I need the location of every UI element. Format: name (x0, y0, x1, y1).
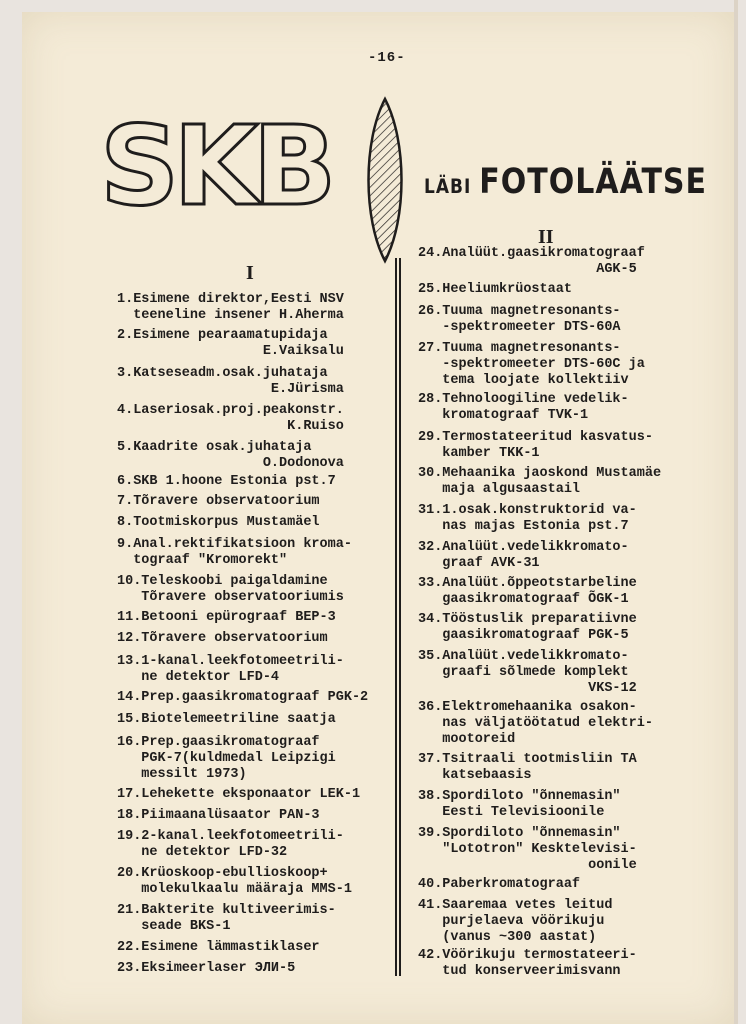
list-item: 16.Prep.gaasikromatograaf PGK-7(kuldmedal Leipzigi messilt 1973) (117, 735, 336, 782)
list-item: 13.1-kanal.leekfotomeetrili- ne detektor LFD-4 (117, 654, 344, 685)
list-item: 19.2-kanal.leekfotomeetrili- ne detektor LFD-32 (117, 829, 344, 860)
list-item: 40.Paberkromatograaf (418, 877, 581, 892)
list-item: 8.Tootmiskorpus Mustamäel (117, 515, 320, 530)
list-item: 25.Heeliumkrüostaat (418, 282, 572, 297)
list-item: 39.Spordiloto "õnnemasin" "Lototron" Kesktelevisi- oonile (418, 826, 637, 873)
list-item: 6.SKB 1.hoone Estonia pst.7 (117, 474, 336, 489)
list-item: 21.Bakterite kultiveerimis- seade BKS-1 (117, 903, 336, 934)
list-item: 37.Tsitraali tootmisliin TA katsebaasis (418, 752, 637, 783)
page-number: -16- (368, 50, 406, 66)
subtitle-main: FOTOLÄÄTSE (479, 162, 708, 203)
list-item: 26.Tuuma magnetresonants- -spektromeeter DTS-60A (418, 304, 621, 335)
list-item: 32.Analüüt.vedelikkromato- graaf AVK-31 (418, 540, 629, 571)
list-item: 41.Saaremaa vetes leitud purjelaeva vöörikuju (vanus ~300 aastat) (418, 898, 613, 945)
list-item: 38.Spordiloto "õnnemasin" Eesti Televisioonile (418, 789, 621, 820)
list-item: 22.Esimene lämmastiklaser (117, 940, 320, 955)
subtitle-prefix: LÄBI (424, 175, 472, 199)
list-item: 36.Elektromehaanika osakon- nas väljatöötatud elektri- mootoreid (418, 700, 653, 747)
list-item: 29.Termostateeritud kasvatus- kamber TKK-1 (418, 430, 653, 461)
left-column-heading: I (246, 262, 254, 284)
right-column-heading: II (538, 226, 554, 248)
list-item: 11.Betooni epürograaf BEP-3 (117, 610, 336, 625)
list-item: 5.Kaadrite osak.juhataja O.Dodonova (117, 440, 344, 471)
list-item: 34.Tööstuslik preparatiivne gaasikromatograaf PGK-5 (418, 612, 637, 643)
page-edge (734, 0, 738, 1024)
list-item: 27.Tuuma magnetresonants- -spektromeeter DTS-60C ja tema loojate kollektiiv (418, 341, 645, 388)
list-item: 15.Biotelemeetriline saatja (117, 712, 336, 727)
title-block (100, 96, 708, 266)
list-item: 3.Katseseadm.osak.juhataja E.Jürisma (117, 366, 344, 397)
list-item: 14.Prep.gaasikromatograaf PGK-2 (117, 690, 369, 705)
list-item: 35.Analüüt.vedelikkromato- graafi sõlmede komplekt VKS-12 (418, 649, 637, 696)
list-item: 31.1.osak.konstruktorid va- nas majas Estonia pst.7 (418, 503, 637, 534)
skb-logo: SKB (100, 102, 331, 230)
list-item: 23.Eksimeerlaser ЭЛИ-5 (117, 961, 296, 976)
list-item: 9.Anal.rektifikatsioon kroma- tograaf "Kromorekt" (117, 537, 352, 568)
list-item: 4.Laseriosak.proj.peakonstr. K.Ruiso (117, 403, 344, 434)
list-item: 20.Krüoskoop-ebullioskoop+ molekulkaalu määraja MMS-1 (117, 866, 352, 897)
list-item: 2.Esimene pearaamatupidaja E.Vaiksalu (117, 328, 344, 359)
subtitle (424, 162, 707, 208)
list-item: 24.Analüüt.gaasikromatograaf AGK-5 (418, 246, 645, 277)
list-item: 1.Esimene direktor,Eesti NSV teeneline insener H.Aherma (117, 292, 344, 323)
list-item: 7.Tõravere observatoorium (117, 494, 320, 509)
list-item: 12.Tõravere observatoorium (117, 631, 328, 646)
list-item: 18.Piimaanalüsaator PAN-3 (117, 808, 320, 823)
lens-icon (359, 96, 411, 264)
list-item: 33.Analüüt.õppeotstarbeline gaasikromatograaf ÕGK-1 (418, 576, 637, 607)
list-item: 28.Tehnoloogiline vedelik- kromatograaf TVK-1 (418, 392, 629, 423)
list-item: 10.Teleskoobi paigaldamine Tõravere observatooriumis (117, 574, 344, 605)
list-item: 30.Mehaanika jaoskond Mustamäe maja algusaastail (418, 466, 662, 497)
list-item: 42.Vöörikuju termostateeri- tud konserveerimisvann (418, 948, 637, 979)
list-item: 17.Lehekette eksponaator LEK-1 (117, 787, 361, 802)
